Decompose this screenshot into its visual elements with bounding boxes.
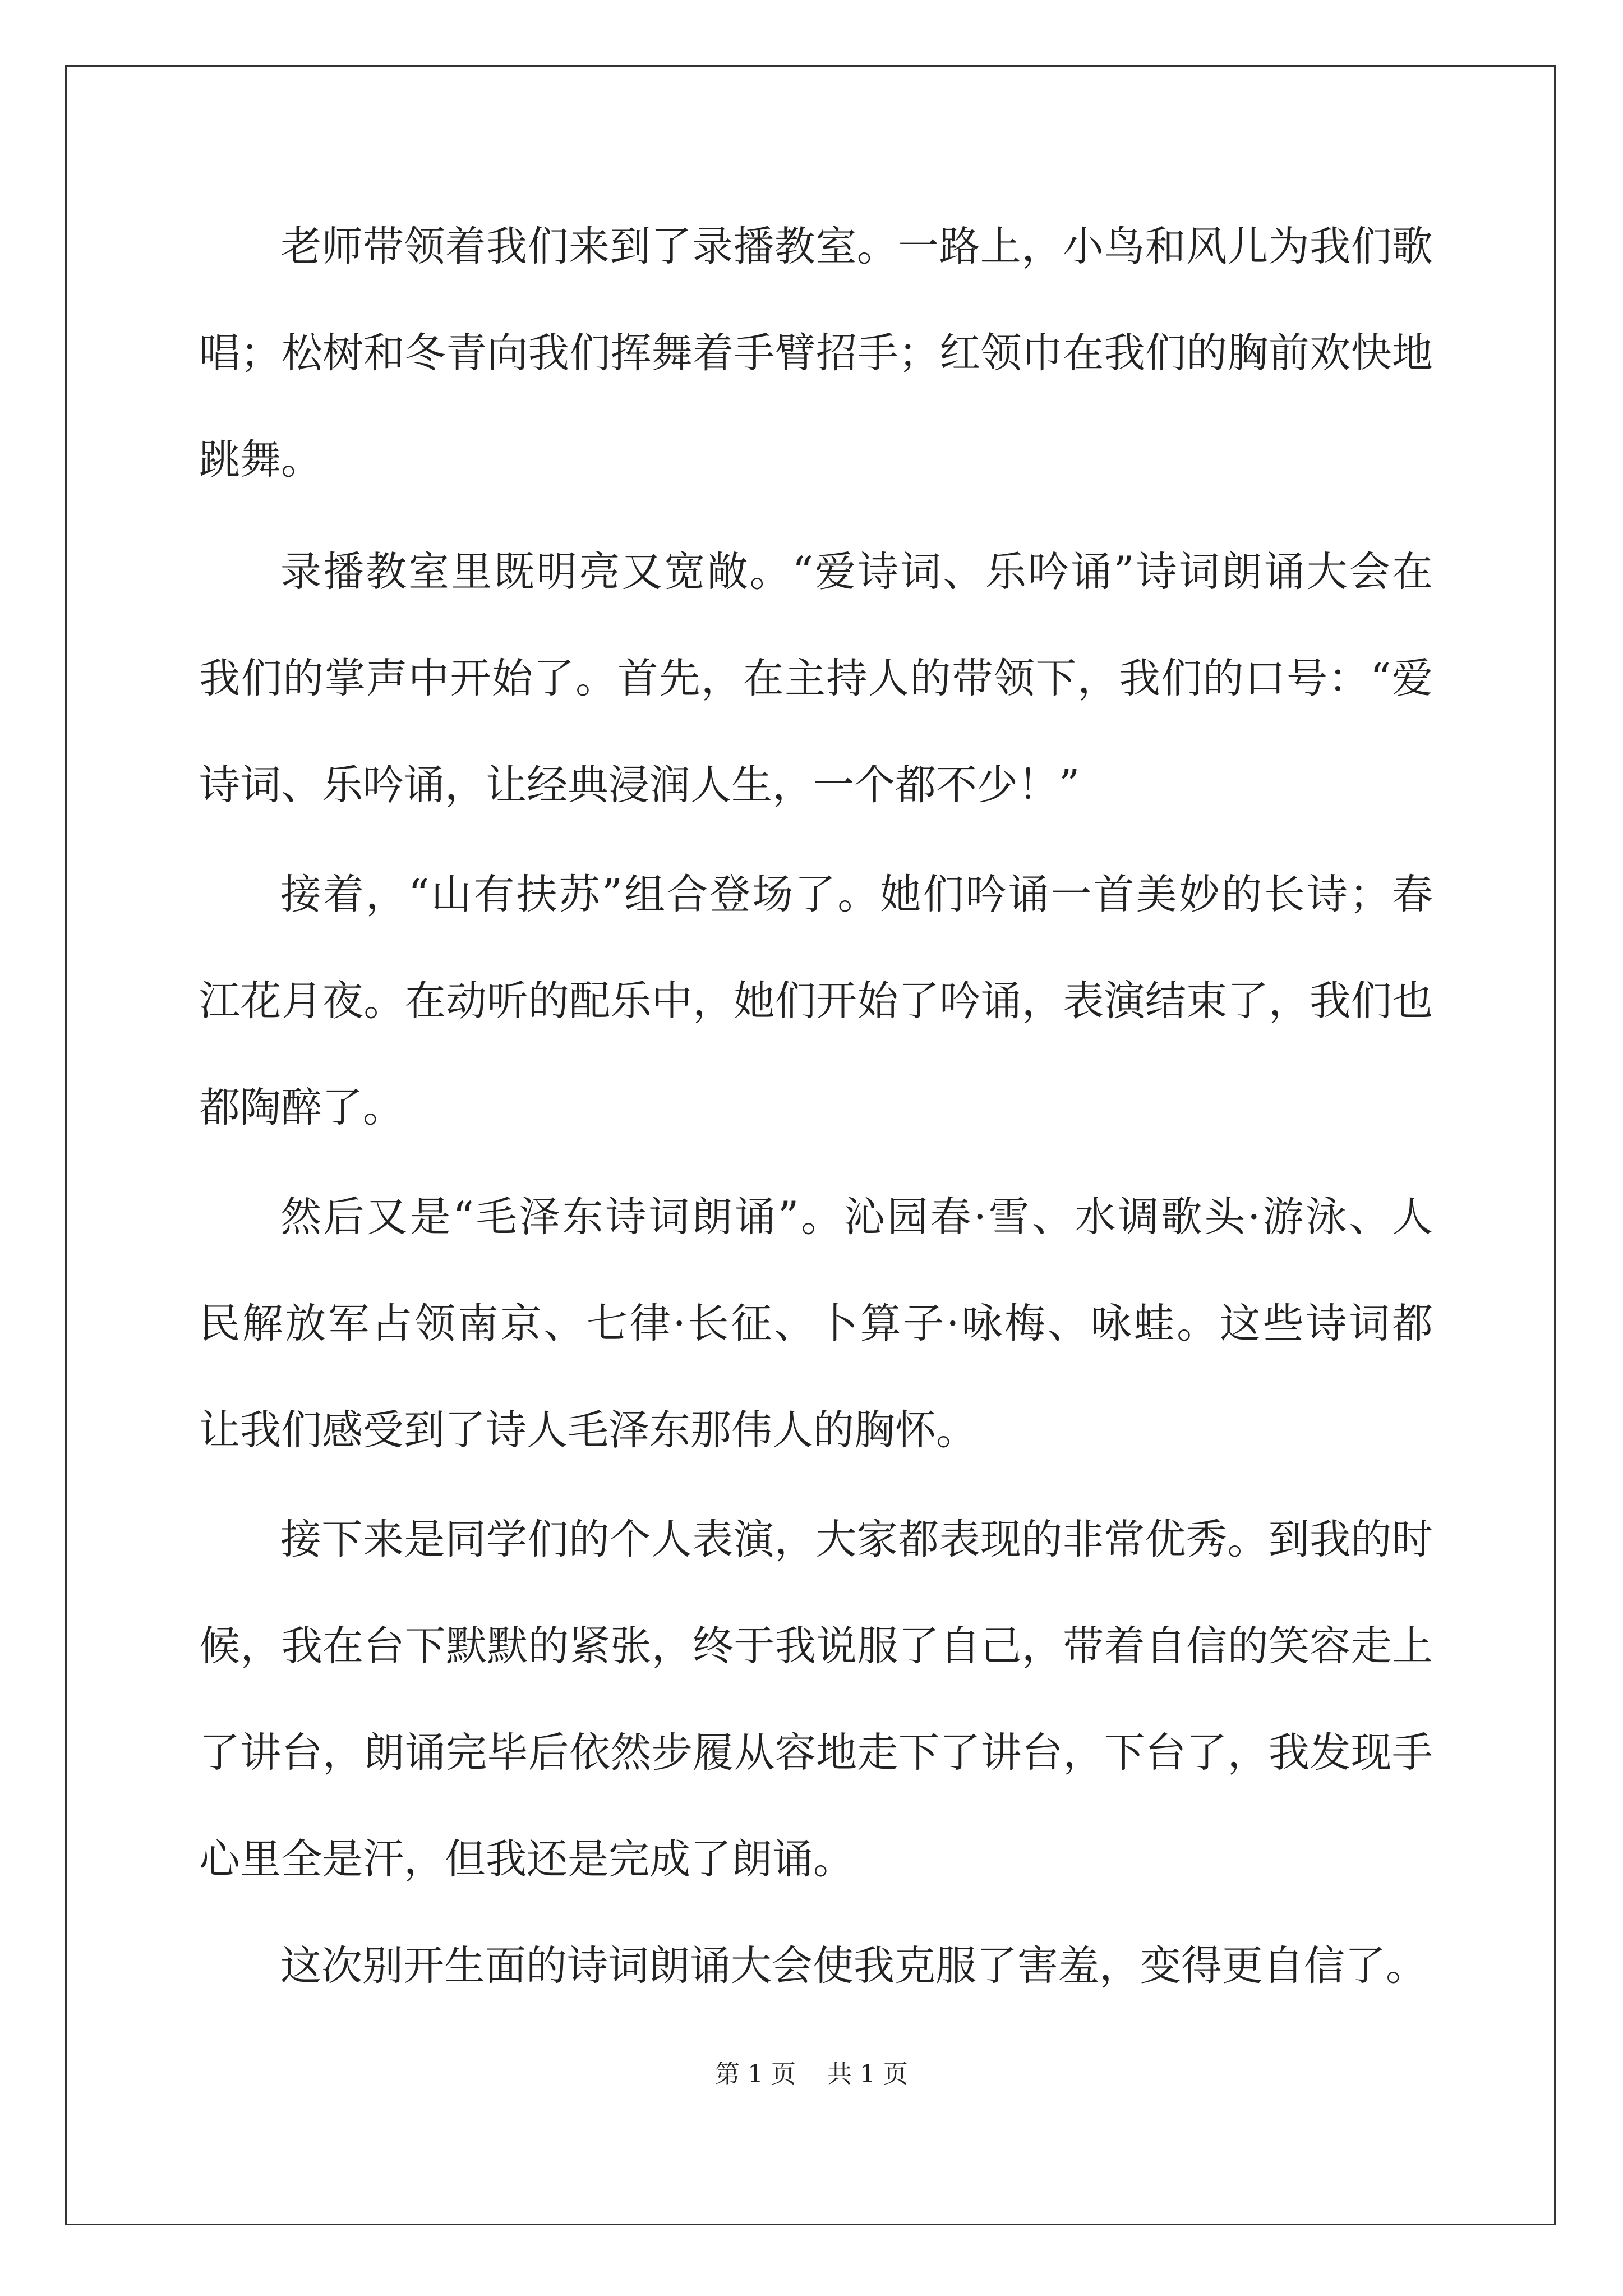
- paragraph-5-line-4: 心里全是汗，但我还是完成了朗诵。: [199, 1835, 854, 1883]
- page-border: [65, 65, 1556, 2225]
- paragraph-6-line-1: 这次别开生面的诗词朗诵大会使我克服了害羞，变得更自信了。: [280, 1942, 1427, 1990]
- paragraph-1-line-1: 老师带领着我们来到了录播教室。一路上，小鸟和风儿为我们歌: [280, 223, 1433, 270]
- paragraph-2-line-2: 我们的掌声中开始了。首先，在主持人的带领下，我们的口号：“爱: [199, 655, 1433, 702]
- paragraph-2-line-1: 录播教室里既明亮又宽敞。“爱诗词、乐吟诵”诗词朗诵大会在: [280, 548, 1433, 596]
- paragraph-2-line-3: 诗词、乐吟诵，让经典浸润人生，一个都不少！”: [199, 761, 1080, 809]
- paragraph-3-line-3: 都陶醉了。: [199, 1084, 404, 1131]
- paragraph-4-line-3: 让我们感受到了诗人毛泽东那伟人的胸怀。: [199, 1406, 977, 1454]
- paragraph-1-line-3: 跳舞。: [199, 436, 322, 484]
- paragraph-3-line-2: 江花月夜。在动听的配乐中，她们开始了吟诵，表演结束了，我们也: [199, 977, 1433, 1025]
- paragraph-5-line-2: 候，我在台下默默的紧张，终于我说服了自己，带着自信的笑容走上: [199, 1622, 1433, 1670]
- paragraph-1-line-2: 唱；松树和冬青向我们挥舞着手臂招手；红领巾在我们的胸前欢快地: [199, 329, 1433, 377]
- paragraph-4-line-1: 然后又是“毛泽东诗词朗诵”。沁园春·雪、水调歌头·游泳、人: [280, 1193, 1433, 1241]
- paragraph-4-line-2: 民解放军占领南京、七律·长征、卜算子·咏梅、咏蛙。这些诗词都: [199, 1300, 1433, 1347]
- paragraph-5-line-3: 了讲台，朗诵完毕后依然步履从容地走下了讲台，下台了，我发现手: [199, 1729, 1433, 1777]
- paragraph-5-line-1: 接下来是同学们的个人表演，大家都表现的非常优秀。到我的时: [280, 1516, 1433, 1563]
- paragraph-3-line-1: 接着，“山有扶苏”组合登场了。她们吟诵一首美妙的长诗；春: [280, 871, 1433, 918]
- page-footer: 第 1 页 共 1 页: [715, 2060, 908, 2088]
